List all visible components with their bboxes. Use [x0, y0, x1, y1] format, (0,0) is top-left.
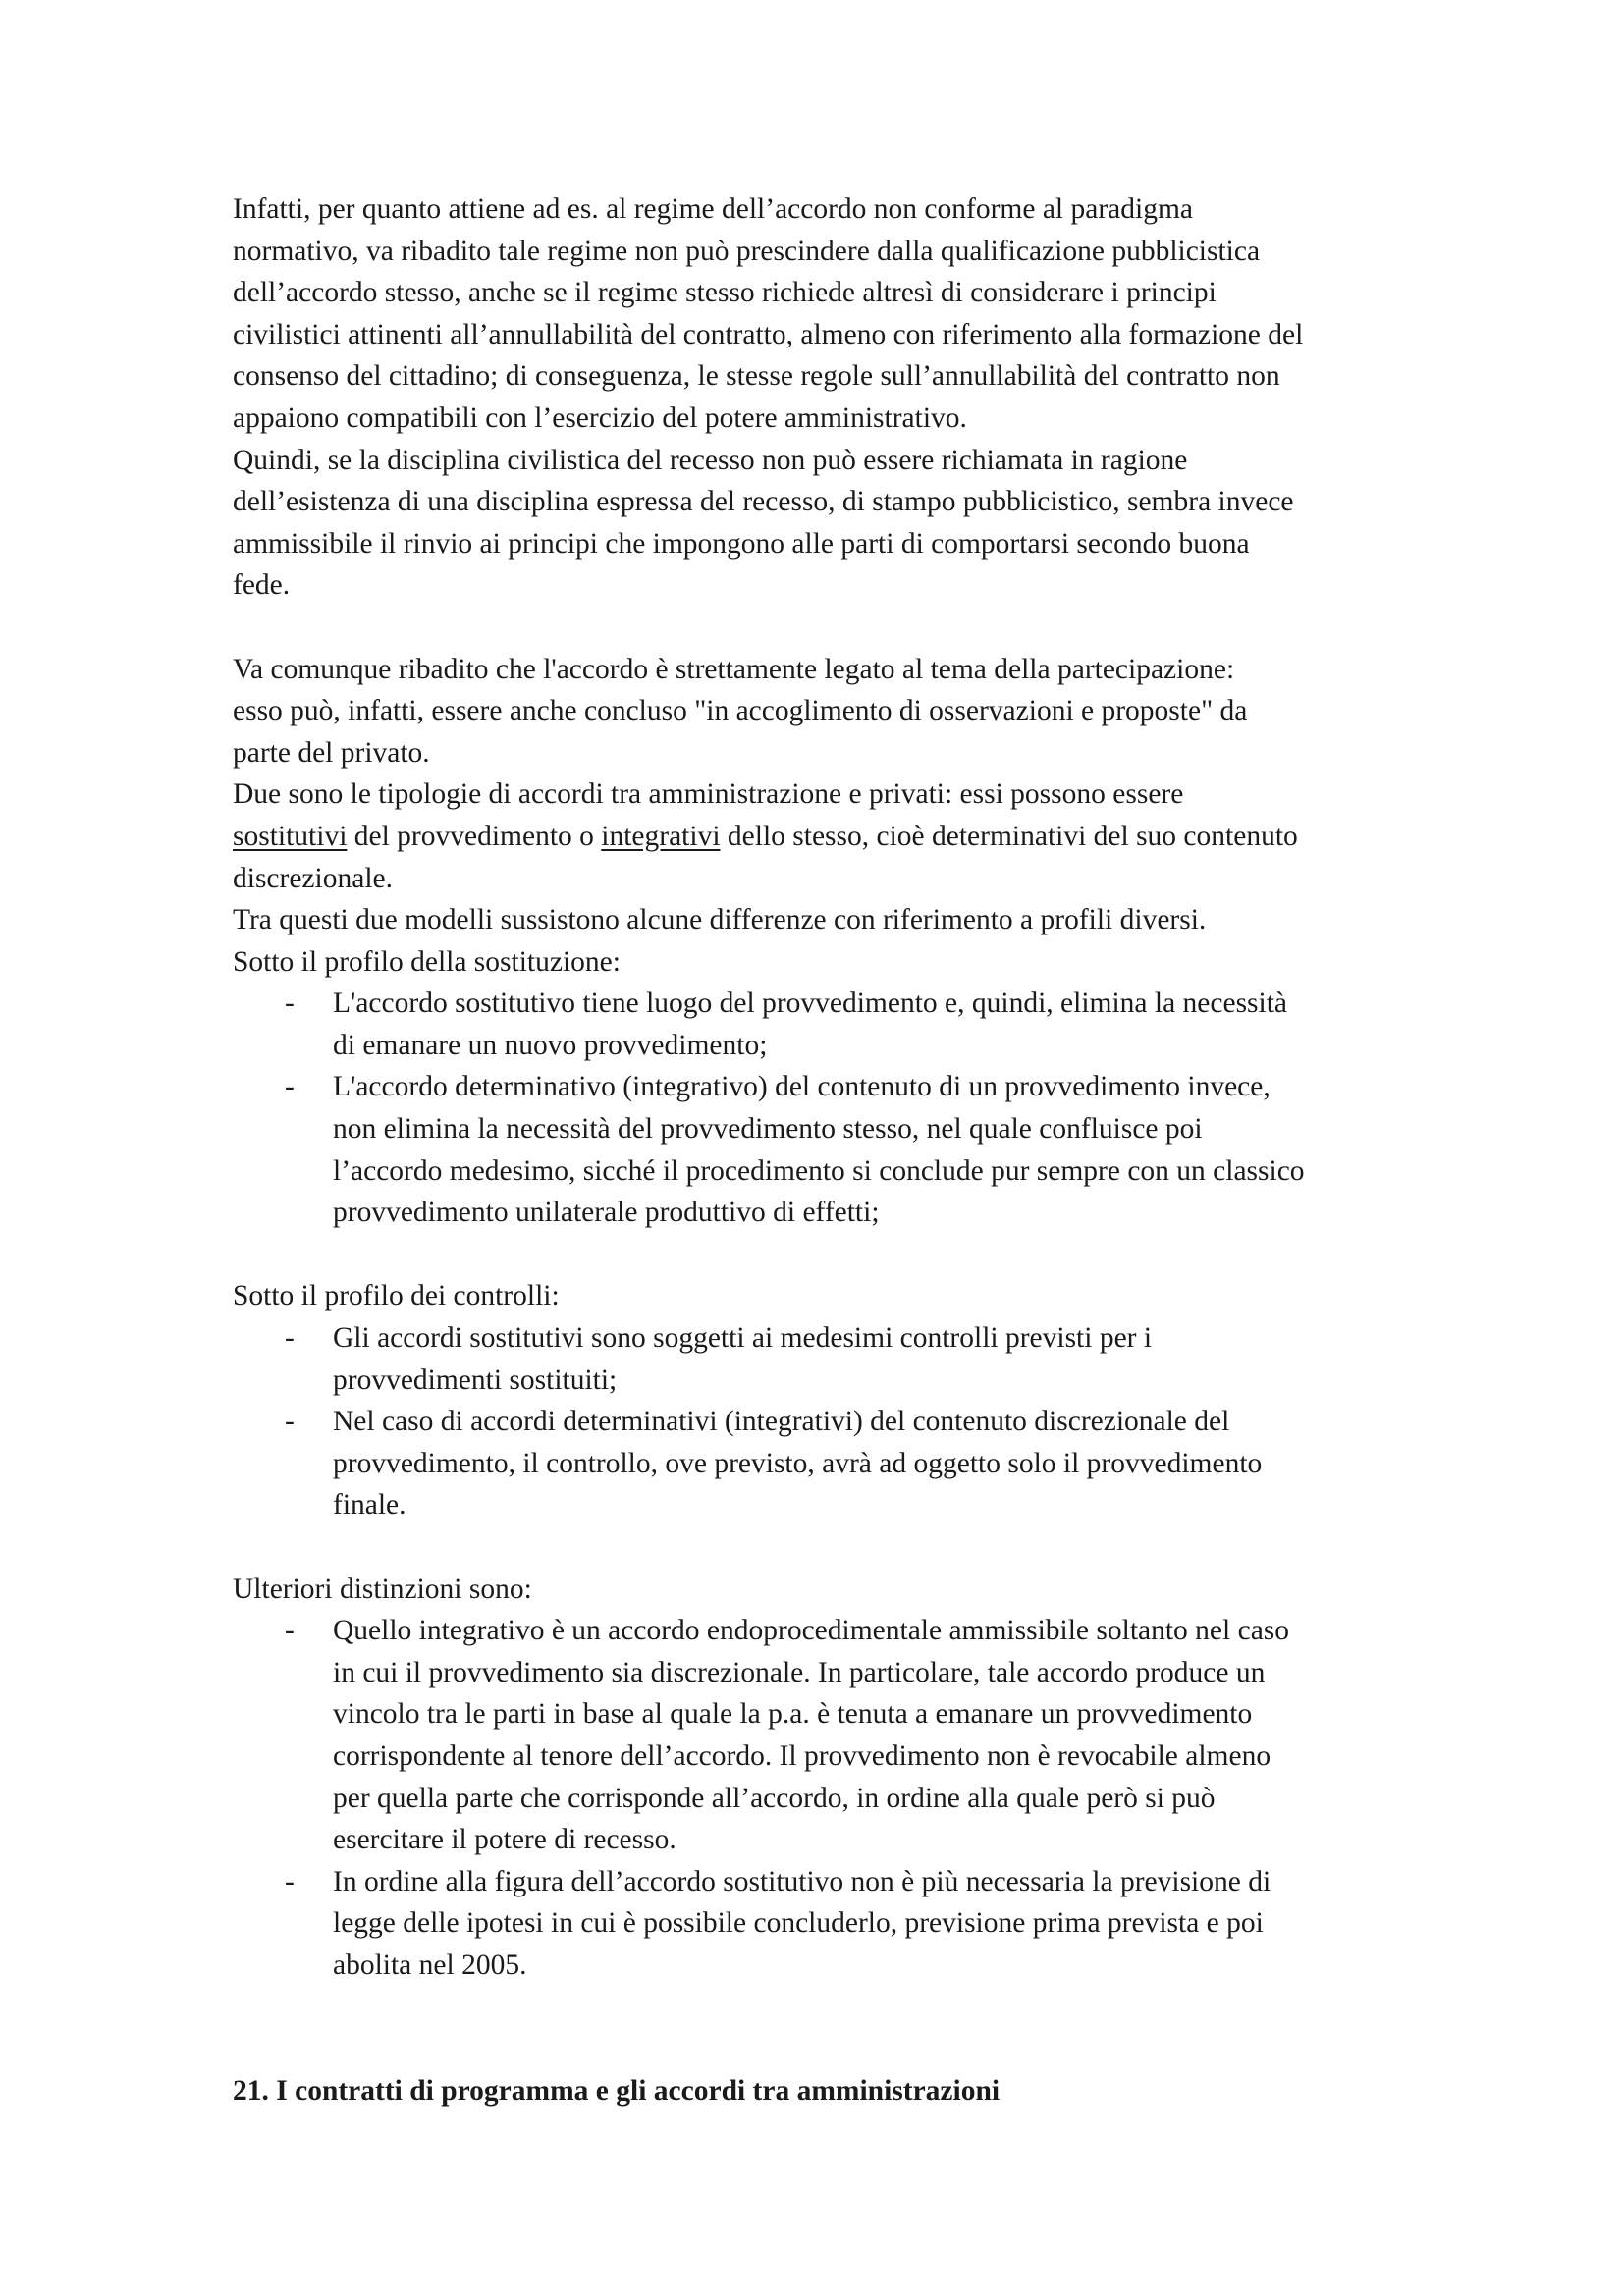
spacer	[233, 1234, 1411, 1276]
paragraph-partecipazione: Va comunque ribadito che l'accordo è strettamente legato al tema della partecipazione: esso può, infatti, essere anche concluso "in accoglimento di osservazioni e proposte" da parte del privato.	[233, 653, 1248, 769]
dash-bullet: -	[285, 988, 295, 1020]
list-item	[233, 1401, 1411, 1526]
list-item-text: Quello integrativo è un accordo endoprocedimentale ammissibile soltanto nel caso in cui il provvedimento sia discrezionale. In particolare, tale accordo produce un vincolo tra le parti in base al quale la p.a. è tenuta a emanare un provvedimento corrispondente al tenore dell’accordo. Il provvedimento non è revocabile almeno per quella parte che corrisponde all’accordo, in ordine alla quale però si può esercitare il potere di recesso.	[333, 1615, 1290, 1856]
dash-bullet: -	[285, 1615, 295, 1647]
tipologie-text-start: Due sono le tipologie di accordi tra amministrazione e privati: essi possono essere	[233, 778, 1184, 811]
tipologie-text-mid: del provvedimento o	[347, 820, 602, 852]
dash-bullet: -	[285, 1322, 295, 1355]
paragraph-differenze: Tra questi due modelli sussistono alcune differenze con riferimento a profili diversi.	[233, 904, 1207, 936]
list-item	[233, 1317, 1411, 1401]
label-profilo-controlli: Sotto il profilo dei controlli:	[233, 1280, 560, 1312]
tipologie-text-end: dello stesso, cioè determinativi del suo contenuto discrezionale.	[233, 820, 1298, 894]
list-item	[233, 1610, 1411, 1861]
list-item-text: L'accordo sostitutivo tiene luogo del provvedimento e, quindi, elimina la necessità di emanare un nuovo provvedimento;	[333, 988, 1288, 1061]
list-item-text: Nel caso di accordi determinativi (integrativi) del contenuto discrezionale del provvedimento, il controllo, ove previsto, avrà ad oggetto solo il provvedimento finale.	[333, 1406, 1263, 1522]
label-profilo-sostituzione: Sotto il profilo della sostituzione:	[233, 945, 621, 978]
list-distinzioni	[233, 1610, 1411, 1986]
dash-bullet: -	[285, 1406, 295, 1438]
term-integrativi: integrativi	[601, 820, 721, 852]
spacer	[233, 1526, 1411, 1569]
list-item-text: Gli accordi sostitutivi sono soggetti ai medesimi controlli previsti per i provvedimenti sostituiti;	[333, 1322, 1153, 1396]
list-controlli	[233, 1317, 1411, 1526]
list-item	[233, 1861, 1411, 1987]
dash-bullet: -	[285, 1865, 295, 1897]
term-sostitutivi: sostitutivi	[233, 820, 348, 852]
paragraph-tipologie	[233, 774, 1411, 899]
label-ulteriori-distinzioni: Ulteriori distinzioni sono:	[233, 1573, 532, 1605]
paragraph-recesso: Quindi, se la disciplina civilistica del recesso non può essere richiamata in ragione dell’esistenza di una disciplina espressa del recesso, di stampo pubblicistico, sembra invece ammissibile il rinvio ai principi che impongono alle parti di comportarsi secondo buona fede.	[233, 444, 1294, 602]
paragraph-regime-accordo: Infatti, per quanto attiene ad es. al regime dell’accordo non conforme al paradigma normativo, va ribadito tale regime non può prescindere dalla qualificazione pubblicistica dell’accordo stesso, anche se il regime stesso richiede altresì di considerare i principi civilistici attinenti all’annullabilità del contratto, almeno con riferimento alla formazione del consenso del cittadino; di conseguenza, le stesse regole sull’annullabilità del contratto non appaiono compatibili con l’esercizio del potere amministrativo.	[233, 193, 1304, 434]
list-item-text: L'accordo determinativo (integrativo) del contenuto di un provvedimento invece, non elimina la necessità del provvedimento stesso, nel quale confluisce poi l’accordo medesimo, sicché il procedimento si conclude pur sempre con un classico provvedimento unilaterale produttivo di effetti;	[333, 1071, 1305, 1229]
dash-bullet: -	[285, 1071, 295, 1103]
list-item	[233, 1066, 1411, 1233]
spacer	[233, 1987, 1411, 2029]
list-item-text: In ordine alla figura dell’accordo sostitutivo non è più necessaria la previsione di legge delle ipotesi in cui è possibile concluderlo, previsione prima prevista e poi abolita nel 2005.	[333, 1865, 1271, 1981]
section-heading: 21. I contratti di programma e gli accordi tra amministrazioni	[233, 2074, 1001, 2107]
spacer	[233, 2028, 1411, 2070]
spacer	[233, 607, 1411, 649]
list-sostituzione	[233, 983, 1411, 1234]
list-item	[233, 983, 1411, 1066]
document-page	[233, 188, 1411, 2111]
